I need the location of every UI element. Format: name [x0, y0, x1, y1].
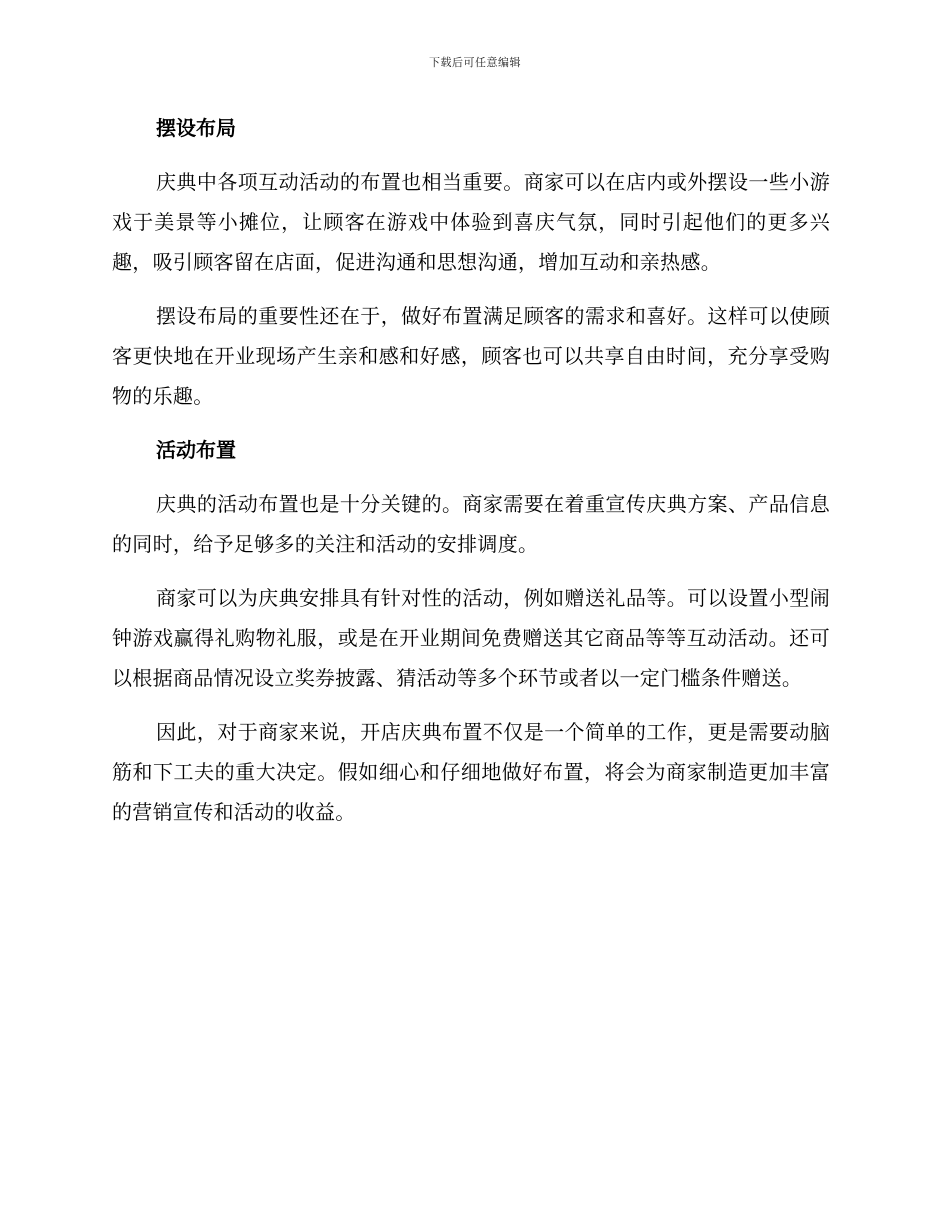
paragraph: 因此，对于商家来说，开店庆典布置不仅是一个简单的工作，更是需要动脑筋和下工夫的重大决定。假如细心和仔细地做好布置，将会为商家制造更加丰富的营销宣传和活动的收益。 — [112, 720, 830, 824]
paragraph: 摆设布局的重要性还在于，做好布置满足顾客的需求和喜好。这样可以使顾客更快地在开业现场产生亲和感和好感，顾客也可以共享自由时间，充分享受购物的乐趣。 — [112, 304, 830, 408]
paragraph: 庆典中各项互动活动的布置也相当重要。商家可以在店内或外摆设一些小游戏于美景等小摊位，让顾客在游戏中体验到喜庆气氛，同时引起他们的更多兴趣，吸引顾客留在店面，促进沟通和思想沟通，增加互动和亲热感。 — [112, 170, 830, 274]
header-note: 下载后可任意编辑 — [429, 56, 521, 69]
paragraph: 商家可以为庆典安排具有针对性的活动，例如赠送礼品等。可以设置小型闹钟游戏赢得礼购物礼服，或是在开业期间免费赠送其它商品等等互动活动。还可以根据商品情况设立奖券披露、猜活动等多个环节或者以一定门槛条件赠送。 — [112, 586, 830, 690]
section-heading-layout: 摆设布局 — [156, 116, 236, 140]
document-body — [112, 108, 830, 832]
section-heading-activities: 活动布置 — [156, 438, 236, 462]
paragraph: 庆典的活动布置也是十分关键的。商家需要在着重宣传庆典方案、产品信息的同时，给予足够多的关注和活动的安排调度。 — [112, 492, 830, 556]
